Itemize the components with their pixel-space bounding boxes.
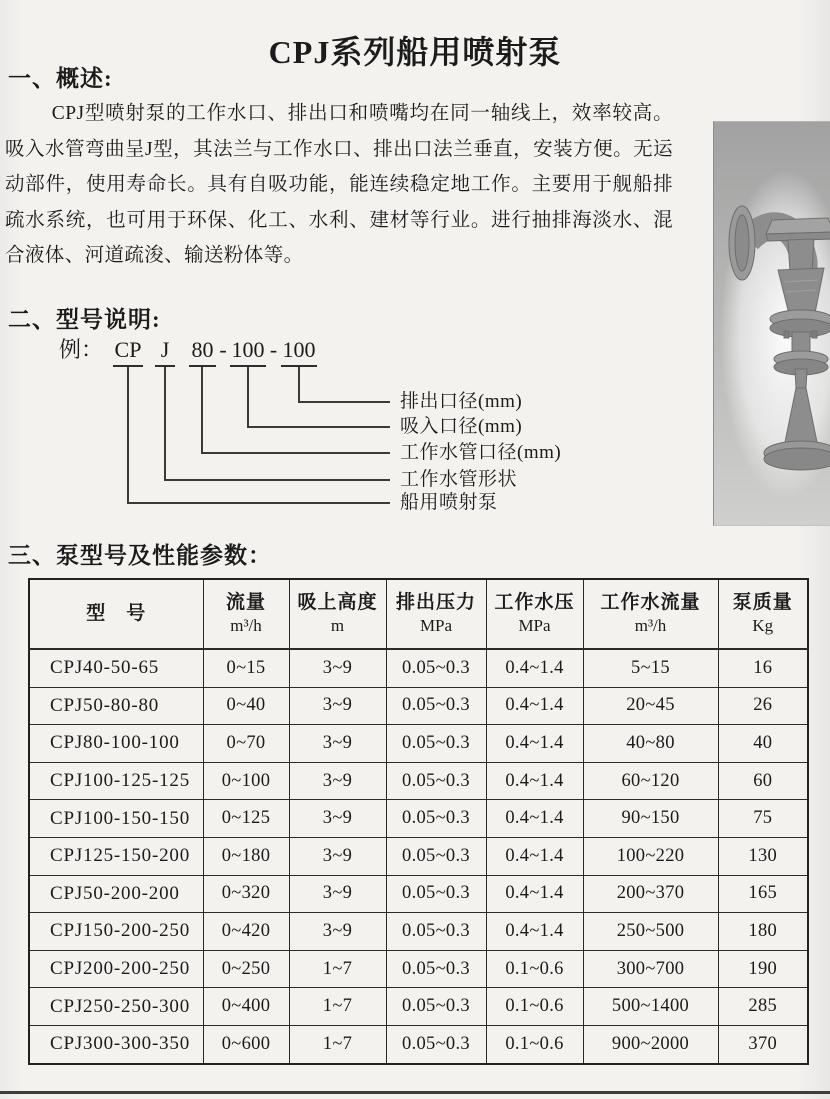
value-cell: 0.05~0.3 bbox=[386, 875, 486, 913]
table-row bbox=[29, 649, 808, 687]
value-cell: 200~370 bbox=[583, 875, 718, 913]
model-cell: CPJ150-200-250 bbox=[29, 913, 203, 951]
value-cell: 250~500 bbox=[583, 913, 718, 951]
value-cell: 5~15 bbox=[583, 649, 718, 687]
column-header: 工作水压 MPa bbox=[486, 579, 583, 649]
model-cell: CPJ300-300-350 bbox=[29, 1025, 203, 1063]
table-row bbox=[29, 875, 808, 913]
value-cell: 1~7 bbox=[289, 950, 386, 988]
value-cell: 370 bbox=[718, 1025, 808, 1063]
value-cell: 0.05~0.3 bbox=[386, 988, 486, 1026]
callout-suction-diameter: 吸入口径(mm) bbox=[400, 416, 523, 437]
value-cell: 3~9 bbox=[289, 875, 386, 913]
value-cell: 3~9 bbox=[289, 800, 386, 838]
model-cell: CPJ250-250-300 bbox=[29, 988, 203, 1026]
model-cell: CPJ50-200-200 bbox=[29, 875, 203, 913]
table-header bbox=[29, 579, 808, 649]
value-cell: 3~9 bbox=[289, 687, 386, 725]
value-cell: 0.05~0.3 bbox=[386, 837, 486, 875]
value-cell: 75 bbox=[718, 800, 808, 838]
page-title: CPJ系列船用喷射泵 bbox=[268, 34, 562, 71]
table-row bbox=[29, 725, 808, 763]
model-cell: CPJ125-150-200 bbox=[29, 837, 203, 875]
value-cell: 90~150 bbox=[583, 800, 718, 838]
value-cell: 0~420 bbox=[203, 913, 289, 951]
value-cell: 0.05~0.3 bbox=[386, 762, 486, 800]
value-cell: 0.05~0.3 bbox=[386, 1025, 486, 1063]
performance-table bbox=[28, 578, 809, 1065]
callout-discharge-diameter: 排出口径(mm) bbox=[400, 391, 523, 412]
segment-suction-dia: 100 bbox=[230, 335, 266, 367]
table-row bbox=[29, 1025, 808, 1063]
value-cell: 0.4~1.4 bbox=[486, 800, 583, 838]
value-cell: 0~70 bbox=[203, 725, 289, 763]
value-cell: 0.05~0.3 bbox=[386, 950, 486, 988]
value-cell: 100~220 bbox=[583, 837, 718, 875]
example-label: 例： bbox=[58, 337, 103, 362]
value-cell: 130 bbox=[718, 837, 808, 875]
value-cell: 0.4~1.4 bbox=[486, 762, 583, 800]
value-cell: 3~9 bbox=[289, 649, 386, 687]
model-cell: CPJ200-200-250 bbox=[29, 950, 203, 988]
table-row bbox=[29, 687, 808, 725]
value-cell: 0.4~1.4 bbox=[486, 875, 583, 913]
model-cell: CPJ100-125-125 bbox=[29, 762, 203, 800]
value-cell: 60 bbox=[718, 762, 808, 800]
bottom-rule bbox=[0, 1091, 830, 1094]
value-cell: 0.4~1.4 bbox=[486, 913, 583, 951]
value-cell: 900~2000 bbox=[583, 1025, 718, 1063]
value-cell: 60~120 bbox=[583, 762, 718, 800]
value-cell: 0~600 bbox=[203, 1025, 289, 1063]
value-cell: 40~80 bbox=[583, 725, 718, 763]
column-header: 流量 m³/h bbox=[203, 579, 289, 649]
table-row bbox=[29, 800, 808, 838]
value-cell: 3~9 bbox=[289, 837, 386, 875]
table-row bbox=[29, 988, 808, 1026]
value-cell: 285 bbox=[718, 988, 808, 1026]
model-cell: CPJ80-100-100 bbox=[29, 725, 203, 763]
value-cell: 0~125 bbox=[203, 800, 289, 838]
model-cell: CPJ100-150-150 bbox=[29, 800, 203, 838]
column-header: 泵质量 Kg bbox=[718, 579, 808, 649]
value-cell: 0~40 bbox=[203, 687, 289, 725]
value-cell: 26 bbox=[718, 687, 808, 725]
column-header: 型 号 bbox=[29, 579, 203, 649]
value-cell: 0.05~0.3 bbox=[386, 800, 486, 838]
value-cell: 0.1~0.6 bbox=[486, 988, 583, 1026]
value-cell: 1~7 bbox=[289, 1025, 386, 1063]
value-cell: 300~700 bbox=[583, 950, 718, 988]
table-section-heading: 三、泵型号及性能参数： bbox=[8, 543, 272, 568]
model-cell: CPJ50-80-80 bbox=[29, 687, 203, 725]
value-cell: 40 bbox=[718, 725, 808, 763]
value-cell: 180 bbox=[718, 913, 808, 951]
table-row bbox=[29, 950, 808, 988]
value-cell: 0.05~0.3 bbox=[386, 725, 486, 763]
column-header: 排出压力 MPa bbox=[386, 579, 486, 649]
value-cell: 0.1~0.6 bbox=[486, 950, 583, 988]
value-cell: 0~100 bbox=[203, 762, 289, 800]
callout-workpipe-diameter: 工作水管口径(mm) bbox=[400, 442, 562, 463]
column-header: 吸上高度 m bbox=[289, 579, 386, 649]
pump-photo bbox=[713, 121, 830, 526]
value-cell: 3~9 bbox=[289, 913, 386, 951]
model-section-heading: 二、型号说明: bbox=[8, 307, 161, 332]
value-cell: 0.1~0.6 bbox=[486, 1025, 583, 1063]
separator-dash: - bbox=[269, 337, 278, 362]
callout-marine-jet-pump: 船用喷射泵 bbox=[400, 492, 498, 513]
value-cell: 0.4~1.4 bbox=[486, 649, 583, 687]
value-cell: 20~45 bbox=[583, 687, 718, 725]
value-cell: 0.05~0.3 bbox=[386, 649, 486, 687]
separator-dash: - bbox=[219, 337, 227, 362]
value-cell: 0~15 bbox=[203, 649, 289, 687]
value-cell: 16 bbox=[718, 649, 808, 687]
header-row bbox=[29, 579, 808, 649]
table-body bbox=[29, 649, 808, 1064]
overview-paragraph: CPJ型喷射泵的工作水口、排出口和喷嘴均在同一轴线上，效率较高。吸入水管弯曲呈J型，其法兰与工作水口、排出口法兰垂直，安装方便。无运动部件，使用寿命长。具有自吸功能，能连续稳定地工作。主要用于舰船排疏水系统，也可用于环保、化工、水利、建材等行业。进行抽排海淡水、混合液体、河道疏浚、输送粉体等。 bbox=[5, 103, 673, 266]
value-cell: 1~7 bbox=[289, 988, 386, 1026]
value-cell: 0~320 bbox=[203, 875, 289, 913]
model-cell: CPJ40-50-65 bbox=[29, 649, 203, 687]
value-cell: 0.05~0.3 bbox=[386, 687, 486, 725]
value-cell: 0.05~0.3 bbox=[386, 913, 486, 951]
pump-illustration bbox=[714, 122, 830, 525]
value-cell: 3~9 bbox=[289, 762, 386, 800]
callout-workpipe-shape: 工作水管形状 bbox=[400, 469, 518, 490]
segment-pump-type: CP bbox=[113, 335, 143, 367]
segment-pipe-shape: J bbox=[155, 335, 175, 367]
value-cell: 3~9 bbox=[289, 725, 386, 763]
column-header: 工作水流量 m³/h bbox=[583, 579, 718, 649]
table-row bbox=[29, 837, 808, 875]
callout-lines bbox=[55, 332, 665, 527]
value-cell: 0.4~1.4 bbox=[486, 837, 583, 875]
value-cell: 0~400 bbox=[203, 988, 289, 1026]
segment-discharge-dia: 100 bbox=[281, 335, 317, 367]
value-cell: 0.4~1.4 bbox=[486, 725, 583, 763]
overview-heading: 一、概述: bbox=[8, 66, 113, 91]
segment-work-pipe-dia: 80 bbox=[189, 335, 216, 367]
model-diagram bbox=[55, 332, 665, 527]
value-cell: 0~250 bbox=[203, 950, 289, 988]
table-row bbox=[29, 762, 808, 800]
value-cell: 190 bbox=[718, 950, 808, 988]
value-cell: 0.4~1.4 bbox=[486, 687, 583, 725]
value-cell: 500~1400 bbox=[583, 988, 718, 1026]
table-row bbox=[29, 913, 808, 951]
value-cell: 165 bbox=[718, 875, 808, 913]
value-cell: 0~180 bbox=[203, 837, 289, 875]
